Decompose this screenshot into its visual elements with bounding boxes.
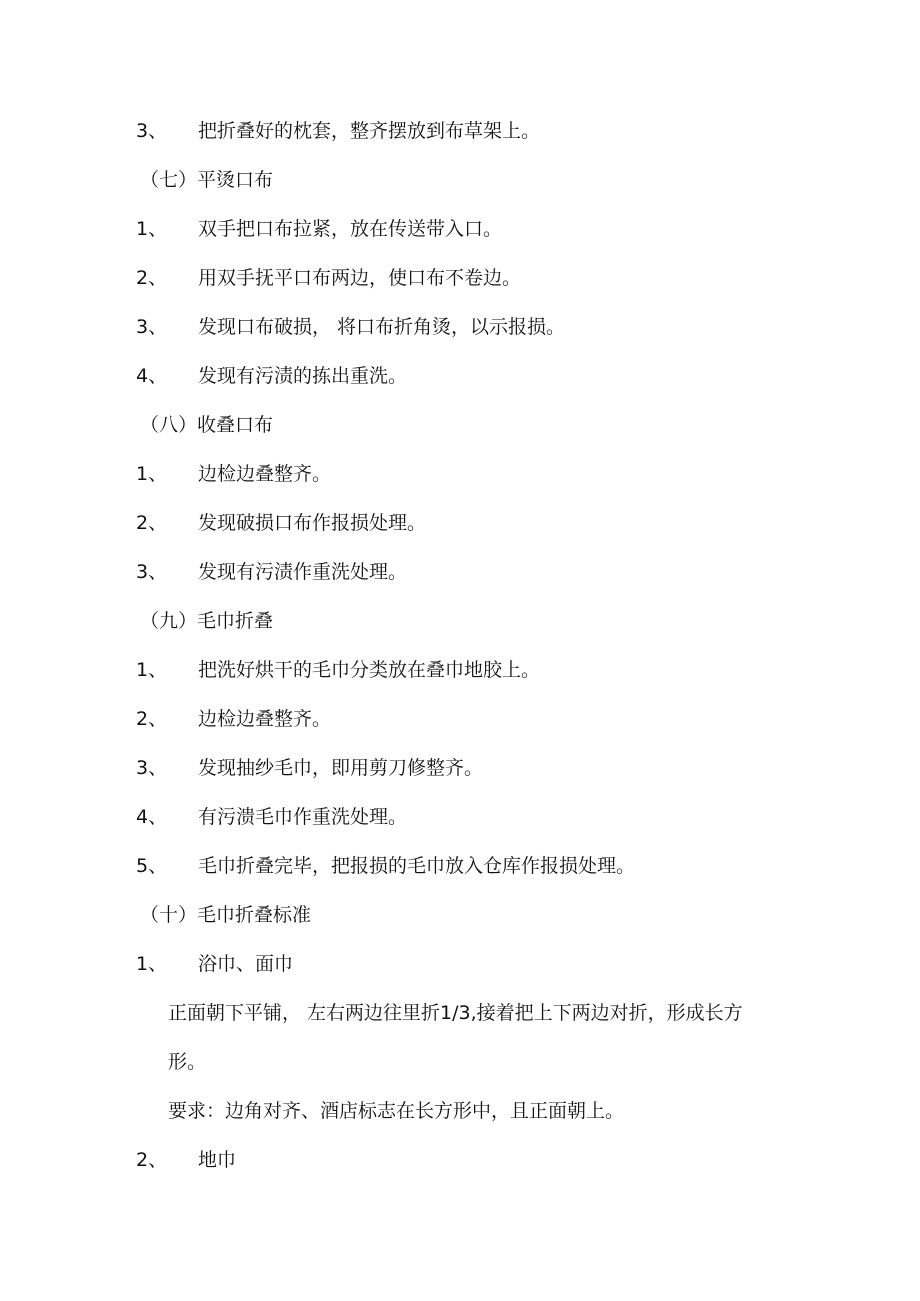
list-text: 发现口布破损， 将口布折角烫，以示报损。 bbox=[198, 316, 566, 338]
list-text: 有污溃毛巾作重洗处理。 bbox=[198, 806, 408, 828]
list-text: 地巾 bbox=[198, 1149, 237, 1171]
section-heading: （八）收叠口布 bbox=[140, 414, 274, 436]
section-heading: （七）平烫口布 bbox=[140, 169, 274, 191]
section-heading: （九）毛巾折叠 bbox=[140, 610, 274, 632]
list-number: 3、 bbox=[136, 561, 168, 583]
list-number: 3、 bbox=[136, 120, 168, 142]
list-text: 把洗好烘干的毛巾分类放在叠巾地胶上。 bbox=[198, 659, 541, 681]
list-text: 发现抽纱毛巾，即用剪刀修整齐。 bbox=[198, 757, 484, 779]
list-number: 1、 bbox=[136, 659, 168, 681]
list-text: 毛巾折叠完毕，把报损的毛巾放入仓库作报损处理。 bbox=[198, 855, 636, 877]
list-number: 5、 bbox=[136, 855, 168, 877]
list-text: 用双手抚平口布两边，使口布不卷边。 bbox=[198, 267, 522, 289]
list-text: 发现破损口布作报损处理。 bbox=[198, 512, 427, 534]
paragraph-text: 正面朝下平铺， 左右两边往里折1/3,接着把上下两边对折，形成长方 bbox=[168, 1002, 743, 1024]
paragraph-text: 要求：边角对齐、酒店标志在长方形中，且正面朝上。 bbox=[168, 1100, 625, 1122]
list-text: 边检边叠整齐。 bbox=[198, 708, 332, 730]
list-text: 双手把口布拉紧，放在传送带入口。 bbox=[198, 218, 503, 240]
list-number: 4、 bbox=[136, 806, 168, 828]
list-text: 把折叠好的枕套，整齐摆放到布草架上。 bbox=[198, 120, 541, 142]
list-number: 2、 bbox=[136, 512, 168, 534]
list-text: 发现有污渍的拣出重洗。 bbox=[198, 365, 408, 387]
section-heading: （十）毛巾折叠标准 bbox=[140, 904, 312, 926]
list-number: 3、 bbox=[136, 757, 168, 779]
list-number: 1、 bbox=[136, 463, 168, 485]
list-number: 1、 bbox=[136, 953, 168, 975]
list-text: 发现有污渍作重洗处理。 bbox=[198, 561, 408, 583]
list-number: 4、 bbox=[136, 365, 168, 387]
paragraph-text: 形。 bbox=[168, 1051, 207, 1073]
list-text: 浴巾、面巾 bbox=[198, 953, 294, 975]
list-text: 边检边叠整齐。 bbox=[198, 463, 332, 485]
list-number: 2、 bbox=[136, 708, 168, 730]
list-number: 1、 bbox=[136, 218, 168, 240]
list-number: 2、 bbox=[136, 267, 168, 289]
list-number: 2、 bbox=[136, 1149, 168, 1171]
list-number: 3、 bbox=[136, 316, 168, 338]
